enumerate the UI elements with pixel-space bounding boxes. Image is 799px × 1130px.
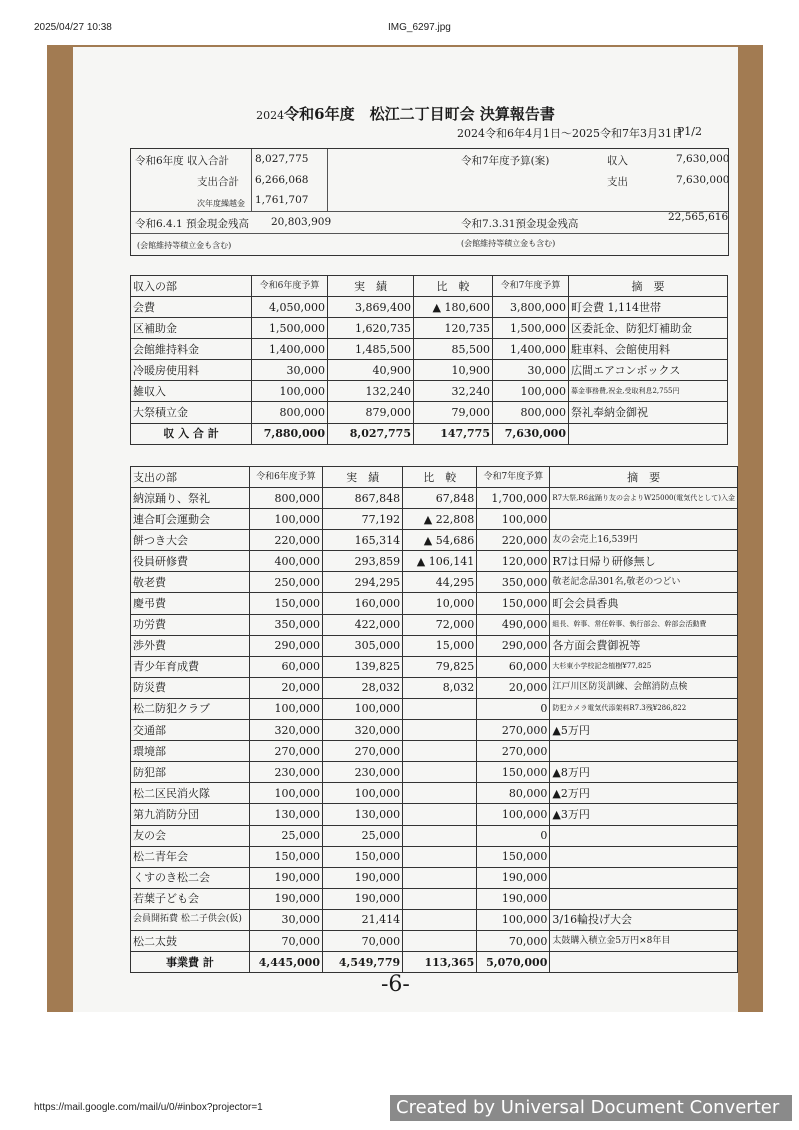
table-cell: 区委託金、防犯灯補助金 <box>569 318 728 339</box>
table-cell: 230,000 <box>249 762 322 783</box>
closing-balance-value: 22,565,616 <box>668 211 729 223</box>
document-paper <box>73 47 738 1012</box>
table-cell: 120,000 <box>477 551 550 572</box>
income-total-cell <box>569 423 728 444</box>
table-cell: 150,000 <box>249 593 322 614</box>
table-cell: くすのき松二会 <box>131 867 250 888</box>
income-header-row <box>131 276 728 297</box>
table-cell: 組長、幹事、常任幹事、執行部会、幹部会活動費 <box>550 614 738 635</box>
table-cell: 10,900 <box>414 360 493 381</box>
table-cell: ▲ 180,600 <box>414 297 493 318</box>
table-row <box>131 635 738 656</box>
income-total-cell: 7,630,000 <box>493 423 569 444</box>
expense-total-row <box>131 952 738 973</box>
table-cell: 1,620,735 <box>328 318 414 339</box>
table-cell: 60,000 <box>249 656 322 677</box>
table-cell: R7は日帰り研修無し <box>550 551 738 572</box>
table-row <box>131 297 728 318</box>
table-cell: 0 <box>477 698 550 719</box>
table-cell <box>403 888 477 909</box>
table-row <box>131 825 738 846</box>
table-cell: 役員研修費 <box>131 551 250 572</box>
table-cell: 松二太鼓 <box>131 930 250 951</box>
table-cell: 100,000 <box>477 509 550 530</box>
opening-balance-value: 20,803,909 <box>271 216 332 228</box>
table-cell: 3/16輪投げ大会 <box>550 909 738 930</box>
table-cell: 友の会 <box>131 825 250 846</box>
table-row <box>131 381 728 402</box>
table-cell: 餅つき大会 <box>131 530 250 551</box>
budget-income-value: 7,630,000 <box>676 153 730 165</box>
income-header-cell: 収入の部 <box>131 276 252 297</box>
table-cell: 会費 <box>131 297 252 318</box>
table-cell: ▲3万円 <box>550 804 738 825</box>
table-cell: 25,000 <box>323 825 403 846</box>
table-cell <box>550 741 738 762</box>
table-cell: 60,000 <box>477 656 550 677</box>
expense-header-row <box>131 467 738 488</box>
table-cell: 190,000 <box>477 867 550 888</box>
table-row <box>131 614 738 635</box>
table-cell: 区補助金 <box>131 318 252 339</box>
table-cell: 400,000 <box>249 551 322 572</box>
table-cell: 0 <box>477 825 550 846</box>
table-cell <box>550 888 738 909</box>
table-cell: 40,900 <box>328 360 414 381</box>
table-cell: 120,735 <box>414 318 493 339</box>
expense-total-value: 6,266,068 <box>255 174 309 186</box>
table-cell: 駐車料、会館使用料 <box>569 339 728 360</box>
table-row <box>131 720 738 741</box>
expense-header-cell: 摘 要 <box>550 467 738 488</box>
expense-header-cell: 令和6年度予算 <box>249 467 322 488</box>
table-cell: 67,848 <box>403 488 477 509</box>
table-cell: ▲ 22,808 <box>403 509 477 530</box>
table-cell <box>403 930 477 951</box>
table-cell: ▲ 54,686 <box>403 530 477 551</box>
table-cell: 290,000 <box>249 635 322 656</box>
table-row <box>131 360 728 381</box>
table-cell: 20,000 <box>249 677 322 698</box>
table-row <box>131 783 738 804</box>
table-cell: 320,000 <box>323 720 403 741</box>
table-row <box>131 909 738 930</box>
income-total-cell: 収 入 合 計 <box>131 423 252 444</box>
closing-balance-label: 令和7.3.31預金現金残高 <box>461 218 579 230</box>
expense-header-cell: 実 績 <box>323 467 403 488</box>
table-cell: 100,000 <box>249 509 322 530</box>
table-cell <box>550 509 738 530</box>
table-cell: 冷暖房使用料 <box>131 360 252 381</box>
table-cell: 867,848 <box>323 488 403 509</box>
table-row <box>131 888 738 909</box>
table-cell: 320,000 <box>249 720 322 741</box>
table-cell: 72,000 <box>403 614 477 635</box>
table-cell <box>550 846 738 867</box>
table-cell <box>550 825 738 846</box>
closing-balance-note: (会館維持等積立金も含む) <box>461 239 556 248</box>
table-cell: 町会費 1,114世帯 <box>569 297 728 318</box>
income-table <box>130 275 728 445</box>
table-cell: 800,000 <box>252 402 328 423</box>
table-cell: 町会会員香典 <box>550 593 738 614</box>
table-cell: 会員開拓費 松二子供会(仮) <box>131 909 250 930</box>
table-cell: 100,000 <box>493 381 569 402</box>
carryover-label: 次年度繰越金 <box>197 199 245 208</box>
table-cell: 会館維持料金 <box>131 339 252 360</box>
table-cell: 160,000 <box>323 593 403 614</box>
opening-balance-note: (会館維持等積立金も含む) <box>137 241 232 250</box>
table-cell: 32,240 <box>414 381 493 402</box>
budget-expense-label: 支出 <box>607 176 628 188</box>
table-cell: 30,000 <box>252 360 328 381</box>
table-cell: 190,000 <box>323 888 403 909</box>
table-cell: 270,000 <box>477 720 550 741</box>
budget-plan-label: 令和7年度予算(案) <box>461 155 550 167</box>
table-cell <box>403 846 477 867</box>
table-cell: 防災費 <box>131 677 250 698</box>
expense-total-cell: 4,549,779 <box>323 952 403 973</box>
income-total-value: 8,027,775 <box>255 153 309 165</box>
expense-total-cell: 5,070,000 <box>477 952 550 973</box>
table-cell: 85,500 <box>414 339 493 360</box>
table-cell: 第九消防分団 <box>131 804 250 825</box>
table-cell: 79,000 <box>414 402 493 423</box>
expense-total-cell: 4,445,000 <box>249 952 322 973</box>
table-cell: 220,000 <box>477 530 550 551</box>
expense-total-cell <box>550 952 738 973</box>
table-cell: 150,000 <box>477 846 550 867</box>
browser-url: https://mail.google.com/mail/u/0/#inbox?projector=1 <box>34 1102 263 1113</box>
table-cell: 広間エアコンボックス <box>569 360 728 381</box>
table-cell: 敬老費 <box>131 572 250 593</box>
table-cell: 1,700,000 <box>477 488 550 509</box>
table-row <box>131 402 728 423</box>
table-cell: 270,000 <box>249 741 322 762</box>
table-cell: 70,000 <box>477 930 550 951</box>
table-cell: 100,000 <box>477 804 550 825</box>
table-cell: R7大祭,R6盆踊り友の会よりW25000(電気代として)入金 <box>550 488 738 509</box>
table-cell: 77,192 <box>323 509 403 530</box>
print-datetime: 2025/04/27 10:38 <box>34 22 112 33</box>
table-cell: 雑収入 <box>131 381 252 402</box>
table-cell <box>403 698 477 719</box>
document-title <box>73 103 738 124</box>
table-cell: 422,000 <box>323 614 403 635</box>
table-cell: 28,032 <box>323 677 403 698</box>
table-cell: 友の会売上16,539円 <box>550 530 738 551</box>
table-cell: 293,859 <box>323 551 403 572</box>
table-cell: 100,000 <box>477 909 550 930</box>
income-header-cell: 令和7年度予算 <box>493 276 569 297</box>
table-cell: 環境部 <box>131 741 250 762</box>
table-cell: 165,314 <box>323 530 403 551</box>
table-cell: 8,032 <box>403 677 477 698</box>
table-cell: 15,000 <box>403 635 477 656</box>
table-cell: 30,000 <box>493 360 569 381</box>
table-cell <box>403 720 477 741</box>
table-cell: 100,000 <box>249 698 322 719</box>
table-cell: 3,800,000 <box>493 297 569 318</box>
table-cell: 各方面会費御祝等 <box>550 635 738 656</box>
budget-income-label: 収入 <box>607 155 628 167</box>
table-cell: 江戸川区防災訓練、会館消防点検 <box>550 677 738 698</box>
table-row <box>131 846 738 867</box>
table-cell: 190,000 <box>323 867 403 888</box>
table-cell: 800,000 <box>249 488 322 509</box>
page-number: -6- <box>381 972 410 997</box>
table-cell: 220,000 <box>249 530 322 551</box>
table-cell: 松二区民消火隊 <box>131 783 250 804</box>
table-cell <box>550 867 738 888</box>
table-cell: 190,000 <box>477 888 550 909</box>
table-cell: 100,000 <box>252 381 328 402</box>
table-row <box>131 318 728 339</box>
table-cell: 44,295 <box>403 572 477 593</box>
table-cell: 490,000 <box>477 614 550 635</box>
table-cell: 350,000 <box>477 572 550 593</box>
table-cell: 25,000 <box>249 825 322 846</box>
table-row <box>131 741 738 762</box>
table-cell: 800,000 <box>493 402 569 423</box>
table-cell: 132,240 <box>328 381 414 402</box>
table-cell: 139,825 <box>323 656 403 677</box>
income-total-row <box>131 423 728 444</box>
income-header-cell: 比 較 <box>414 276 493 297</box>
table-row <box>131 551 738 572</box>
table-cell: 150,000 <box>477 762 550 783</box>
income-total-cell: 8,027,775 <box>328 423 414 444</box>
table-cell: 250,000 <box>249 572 322 593</box>
table-cell: 30,000 <box>249 909 322 930</box>
table-cell: 150,000 <box>249 846 322 867</box>
table-cell: 1,500,000 <box>252 318 328 339</box>
table-cell: 敬老記念品301名,敬老のつどい <box>550 572 738 593</box>
table-cell: 80,000 <box>477 783 550 804</box>
table-row <box>131 572 738 593</box>
table-cell: ▲ 106,141 <box>403 551 477 572</box>
table-cell: 渉外費 <box>131 635 250 656</box>
table-cell: 21,414 <box>323 909 403 930</box>
table-cell: 100,000 <box>249 783 322 804</box>
table-row <box>131 804 738 825</box>
table-cell: 100,000 <box>323 783 403 804</box>
expense-total-cell: 113,365 <box>403 952 477 973</box>
table-cell: 交通部 <box>131 720 250 741</box>
table-cell: 松二防犯クラブ <box>131 698 250 719</box>
table-row <box>131 762 738 783</box>
table-cell <box>403 825 477 846</box>
table-cell: 79,825 <box>403 656 477 677</box>
table-cell: 290,000 <box>477 635 550 656</box>
table-cell: 若葉子ども会 <box>131 888 250 909</box>
table-cell: 10,000 <box>403 593 477 614</box>
table-cell: 130,000 <box>249 804 322 825</box>
expense-header-cell: 比 較 <box>403 467 477 488</box>
table-cell: 大祭積立金 <box>131 402 252 423</box>
table-cell <box>403 804 477 825</box>
expense-header-cell: 令和7年度予算 <box>477 467 550 488</box>
table-cell: 1,400,000 <box>252 339 328 360</box>
table-cell: 130,000 <box>323 804 403 825</box>
table-cell: 20,000 <box>477 677 550 698</box>
expense-total-label: 支出合計 <box>197 176 239 188</box>
table-cell: 879,000 <box>328 402 414 423</box>
table-cell: 270,000 <box>323 741 403 762</box>
table-row <box>131 677 738 698</box>
table-cell: 3,869,400 <box>328 297 414 318</box>
table-cell: 150,000 <box>323 846 403 867</box>
table-cell: 大杉東小学校記念植樹¥77,825 <box>550 656 738 677</box>
expense-table <box>130 466 738 973</box>
table-row <box>131 488 738 509</box>
table-cell: 防犯カメラ電気代添架料R7.3残¥286,822 <box>550 698 738 719</box>
table-cell: 納涼踊り、祭礼 <box>131 488 250 509</box>
income-header-cell: 実 績 <box>328 276 414 297</box>
table-cell: 功労費 <box>131 614 250 635</box>
budget-expense-value: 7,630,000 <box>676 174 730 186</box>
table-cell <box>403 867 477 888</box>
table-cell: ▲2万円 <box>550 783 738 804</box>
table-cell: 305,000 <box>323 635 403 656</box>
table-cell: 70,000 <box>249 930 322 951</box>
income-total-cell: 147,775 <box>414 423 493 444</box>
table-cell: 4,050,000 <box>252 297 328 318</box>
table-cell: 70,000 <box>323 930 403 951</box>
table-cell: 230,000 <box>323 762 403 783</box>
expense-total-cell: 事業費 計 <box>131 952 250 973</box>
table-cell <box>403 762 477 783</box>
table-cell: ▲8万円 <box>550 762 738 783</box>
income-header-cell: 摘 要 <box>569 276 728 297</box>
table-row <box>131 698 738 719</box>
table-row <box>131 867 738 888</box>
table-row <box>131 530 738 551</box>
table-cell: 太鼓購入積立金5万円×8年目 <box>550 930 738 951</box>
table-row <box>131 509 738 530</box>
table-cell: 祭礼奉納金御祝 <box>569 402 728 423</box>
income-total-label: 令和6年度 収入合計 <box>135 155 230 167</box>
income-total-cell: 7,880,000 <box>252 423 328 444</box>
table-cell <box>403 783 477 804</box>
title-year: 2024 <box>256 109 285 122</box>
photo-background <box>47 45 763 1012</box>
table-cell: 190,000 <box>249 867 322 888</box>
page-indicator: P1/2 <box>676 125 702 138</box>
table-cell: 青少年育成費 <box>131 656 250 677</box>
table-cell: ▲5万円 <box>550 720 738 741</box>
table-cell: 350,000 <box>249 614 322 635</box>
fiscal-period: 2024令和6年4月1日～2025令和7年3月31日 <box>457 127 683 140</box>
table-cell: 慶弔費 <box>131 593 250 614</box>
table-cell: 294,295 <box>323 572 403 593</box>
table-cell <box>403 741 477 762</box>
table-row <box>131 339 728 360</box>
table-cell: 270,000 <box>477 741 550 762</box>
expense-header-cell: 支出の部 <box>131 467 250 488</box>
table-row <box>131 656 738 677</box>
title-text: 令和6年度 松江二丁目町会 決算報告書 <box>284 105 555 123</box>
table-row <box>131 593 738 614</box>
table-cell <box>403 909 477 930</box>
opening-balance-label: 令和6.4.1 預金現金残高 <box>135 218 250 230</box>
converter-watermark: Created by Universal Document Converter <box>390 1095 792 1121</box>
carryover-value: 1,761,707 <box>255 194 309 206</box>
table-cell: 松二青年会 <box>131 846 250 867</box>
table-cell: 150,000 <box>477 593 550 614</box>
table-cell: 防犯部 <box>131 762 250 783</box>
table-cell: 190,000 <box>249 888 322 909</box>
table-cell: 1,400,000 <box>493 339 569 360</box>
print-filename: IMG_6297.jpg <box>388 22 451 33</box>
summary-box <box>130 148 729 256</box>
table-cell: 連合町会運動会 <box>131 509 250 530</box>
income-header-cell: 令和6年度予算 <box>252 276 328 297</box>
table-cell: 1,485,500 <box>328 339 414 360</box>
table-cell: 100,000 <box>323 698 403 719</box>
table-cell: 募金事務費,祝金,受取利息2,755円 <box>569 381 728 402</box>
table-cell: 1,500,000 <box>493 318 569 339</box>
table-row <box>131 930 738 951</box>
